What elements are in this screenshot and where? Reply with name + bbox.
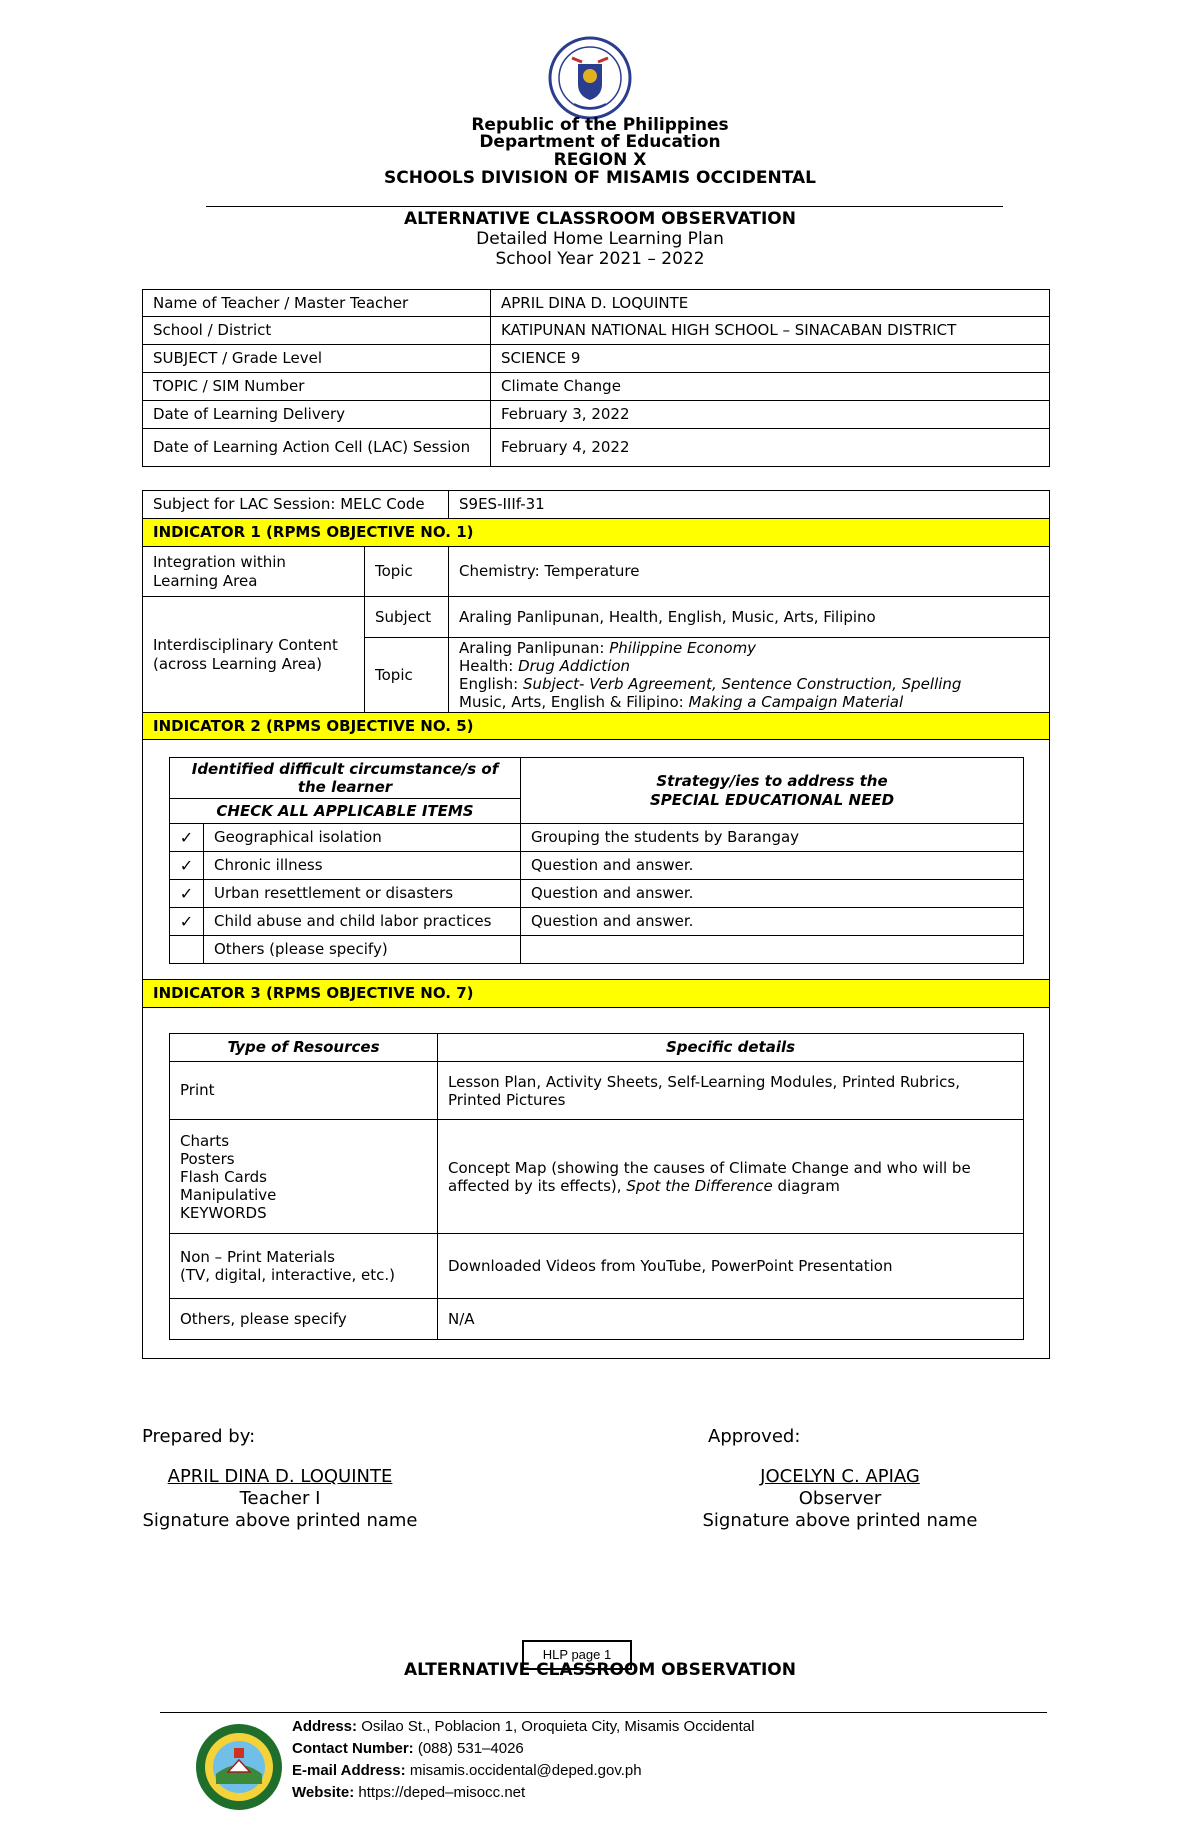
indicator-2-body	[143, 740, 1050, 980]
resource-details	[438, 1120, 1024, 1234]
footer-email	[292, 1760, 754, 1782]
circumstance-header: Identified difficult circumstance/s of the learner	[170, 758, 521, 799]
topic-line	[459, 657, 1039, 675]
department-line: Department of Education	[479, 132, 721, 152]
resources-type-header: Type of Resources	[170, 1034, 438, 1062]
table-row	[143, 519, 1050, 547]
strategy-item: Question and answer.	[521, 852, 1024, 880]
interdisciplinary-topics	[449, 638, 1050, 713]
resource-details: Lesson Plan, Activity Sheets, Self-Learning Modules, Printed Rubrics, Printed Pictures	[438, 1062, 1024, 1120]
footer-title: ALTERNATIVE CLASSROOM OBSERVATION	[404, 1660, 796, 1680]
approved-title: Observer	[798, 1488, 882, 1509]
resource-type-line: Non – Print Materials	[180, 1248, 335, 1266]
resource-type	[170, 1234, 438, 1299]
resource-details: Downloaded Videos from YouTube, PowerPoint Presentation	[438, 1234, 1024, 1299]
info-value: February 4, 2022	[491, 429, 1050, 467]
circumstance-item: Urban resettlement or disasters	[204, 880, 521, 908]
resources-table	[169, 1033, 1024, 1340]
details-text: diagram	[772, 1176, 840, 1195]
topic-text: Philippine Economy	[609, 639, 757, 657]
info-label: TOPIC / SIM Number	[143, 373, 491, 401]
circumstance-item: Chronic illness	[204, 852, 521, 880]
footer-divider	[160, 1712, 1047, 1713]
details-text: Concept Map (showing the causes of Climate Change and who will be affected by its effects),	[448, 1158, 971, 1195]
table-row	[143, 740, 1050, 980]
topic-text: Making a Campaign Material	[688, 693, 904, 711]
table-row	[170, 1120, 1024, 1234]
footer-address	[292, 1716, 754, 1738]
table-row	[170, 936, 1024, 964]
info-value: Climate Change	[491, 373, 1050, 401]
resource-type-line: Manipulative	[180, 1185, 277, 1204]
footer-contact-block	[292, 1716, 754, 1804]
table-row	[170, 908, 1024, 936]
indicator-1-heading: INDICATOR 1 (RPMS OBJECTIVE NO. 1)	[143, 519, 1050, 547]
info-value: KATIPUNAN NATIONAL HIGH SCHOOL – SINACABAN DISTRICT	[491, 317, 1050, 345]
division-logo	[194, 1722, 284, 1812]
topic-prefix: Health:	[459, 657, 519, 675]
prepared-title: Teacher I	[239, 1488, 321, 1509]
indicator-3-heading: INDICATOR 3 (RPMS OBJECTIVE NO. 7)	[143, 980, 1050, 1008]
deped-seal-logo	[548, 36, 632, 120]
checkbox[interactable]	[170, 936, 204, 964]
footer-contact	[292, 1738, 754, 1760]
table-row	[143, 317, 1050, 345]
topic-label: Topic	[365, 638, 449, 713]
table-row	[170, 880, 1024, 908]
circumstance-item: Others (please specify)	[204, 936, 521, 964]
info-label: Date of Learning Action Cell (LAC) Session	[143, 429, 491, 467]
topic-prefix: Araling Panlipunan:	[459, 639, 610, 657]
topic-label: Topic	[365, 547, 449, 597]
topic-line	[459, 675, 1039, 693]
approved-name: JOCELYN C. APIAG	[760, 1466, 920, 1487]
page-number-box	[522, 1640, 632, 1670]
website-value[interactable]: https://deped–misocc.net	[354, 1784, 526, 1801]
topic-prefix: English:	[459, 675, 523, 693]
strategy-item: Grouping the students by Barangay	[521, 824, 1024, 852]
strategy-header	[521, 758, 1024, 824]
info-value: February 3, 2022	[491, 401, 1050, 429]
prepared-caption: Signature above printed name	[142, 1510, 418, 1531]
checkbox[interactable]: ✓	[170, 880, 204, 908]
table-row	[143, 345, 1050, 373]
table-row	[170, 852, 1024, 880]
contact-value: (088) 531–4026	[413, 1740, 524, 1757]
circumstance-item: Child abuse and child labor practices	[204, 908, 521, 936]
topic-line	[459, 693, 1039, 711]
melc-label: Subject for LAC Session: MELC Code	[143, 491, 449, 519]
table-row	[170, 1034, 1024, 1062]
interdisciplinary-subjects: Araling Panlipunan, Health, English, Music, Arts, Filipino	[449, 597, 1050, 638]
resource-type: Others, please specify	[170, 1299, 438, 1340]
info-value: SCIENCE 9	[491, 345, 1050, 373]
table-row	[143, 980, 1050, 1008]
integration-topic: Chemistry: Temperature	[449, 547, 1050, 597]
resources-details-header: Specific details	[438, 1034, 1024, 1062]
lac-indicator-table	[142, 490, 1050, 1359]
topic-text: Drug Addiction	[518, 657, 631, 675]
email-label: E-mail Address:	[292, 1762, 406, 1779]
website-label: Website:	[292, 1784, 355, 1801]
table-row	[170, 1234, 1024, 1299]
checkbox[interactable]: ✓	[170, 852, 204, 880]
strategy-header-line: Strategy/ies to address the	[656, 771, 888, 790]
document-title: ALTERNATIVE CLASSROOM OBSERVATION	[404, 209, 796, 229]
division-line: SCHOOLS DIVISION OF MISAMIS OCCIDENTAL	[384, 168, 816, 188]
info-label: Name of Teacher / Master Teacher	[143, 290, 491, 317]
resource-type-line: Flash Cards	[180, 1167, 267, 1186]
approved-label: Approved:	[708, 1426, 801, 1447]
resource-type-line: Charts	[180, 1131, 230, 1150]
indicator-3-body	[143, 1008, 1050, 1359]
info-label: School / District	[143, 317, 491, 345]
strategy-item	[521, 936, 1024, 964]
interdisciplinary-label: Interdisciplinary Content (across Learning Area)	[143, 597, 365, 713]
info-label: SUBJECT / Grade Level	[143, 345, 491, 373]
table-row	[143, 401, 1050, 429]
document-subtitle: Detailed Home Learning Plan	[476, 229, 724, 249]
strategy-item: Question and answer.	[521, 880, 1024, 908]
table-row	[170, 824, 1024, 852]
school-year: School Year 2021 – 2022	[495, 249, 705, 269]
check-all-header: CHECK ALL APPLICABLE ITEMS	[170, 799, 521, 824]
info-label: Date of Learning Delivery	[143, 401, 491, 429]
prepared-name: APRIL DINA D. LOQUINTE	[167, 1466, 393, 1487]
teacher-info-table	[142, 289, 1050, 467]
strategy-item: Question and answer.	[521, 908, 1024, 936]
resource-type: Print	[170, 1062, 438, 1120]
strategy-header-line: SPECIAL EDUCATIONAL NEED	[649, 790, 895, 809]
resource-type	[170, 1120, 438, 1234]
address-value: Osilao St., Poblacion 1, Oroquieta City, Misamis Occidental	[357, 1718, 755, 1735]
topic-prefix: Music, Arts, English & Filipino:	[459, 693, 689, 711]
table-row	[170, 1299, 1024, 1340]
details-italic: Spot the Difference	[626, 1176, 773, 1195]
table-row	[143, 597, 1050, 638]
region-line: REGION X	[553, 150, 647, 170]
table-row	[143, 373, 1050, 401]
footer-website	[292, 1782, 754, 1804]
info-value: APRIL DINA D. LOQUINTE	[491, 290, 1050, 317]
table-row	[143, 429, 1050, 467]
circumstance-item: Geographical isolation	[204, 824, 521, 852]
table-row	[143, 547, 1050, 597]
table-row	[143, 491, 1050, 519]
melc-value: S9ES-IIIf-31	[449, 491, 1050, 519]
prepared-signature-block	[130, 1466, 430, 1532]
header-divider	[206, 206, 1003, 207]
indicator-2-heading: INDICATOR 2 (RPMS OBJECTIVE NO. 5)	[143, 713, 1050, 740]
table-row	[143, 1008, 1050, 1359]
resource-type-line: Posters	[180, 1149, 235, 1168]
topic-line	[459, 639, 1039, 657]
table-row	[170, 758, 1024, 799]
circumstances-table	[169, 757, 1024, 964]
table-row	[170, 1062, 1024, 1120]
integration-label: Integration within Learning Area	[143, 547, 365, 597]
address-label: Address:	[292, 1718, 358, 1735]
resource-type-line: (TV, digital, interactive, etc.)	[180, 1266, 396, 1284]
page-number-text: HLP page 1	[542, 1647, 612, 1662]
table-row	[143, 713, 1050, 740]
email-value[interactable]: misamis.occidental@deped.gov.ph	[405, 1762, 642, 1779]
subject-label: Subject	[365, 597, 449, 638]
contact-label: Contact Number:	[292, 1740, 414, 1757]
topic-text: Subject- Verb Agreement, Sentence Construction, Spelling	[522, 675, 962, 693]
resource-details: N/A	[438, 1299, 1024, 1340]
approved-caption: Signature above printed name	[702, 1510, 978, 1531]
resource-type-line: KEYWORDS	[180, 1203, 267, 1222]
approved-signature-block	[690, 1466, 990, 1532]
prepared-label: Prepared by:	[142, 1426, 256, 1447]
checkbox[interactable]: ✓	[170, 908, 204, 936]
checkbox[interactable]: ✓	[170, 824, 204, 852]
republic-line: Republic of the Philippines	[471, 115, 729, 135]
table-row	[143, 290, 1050, 317]
